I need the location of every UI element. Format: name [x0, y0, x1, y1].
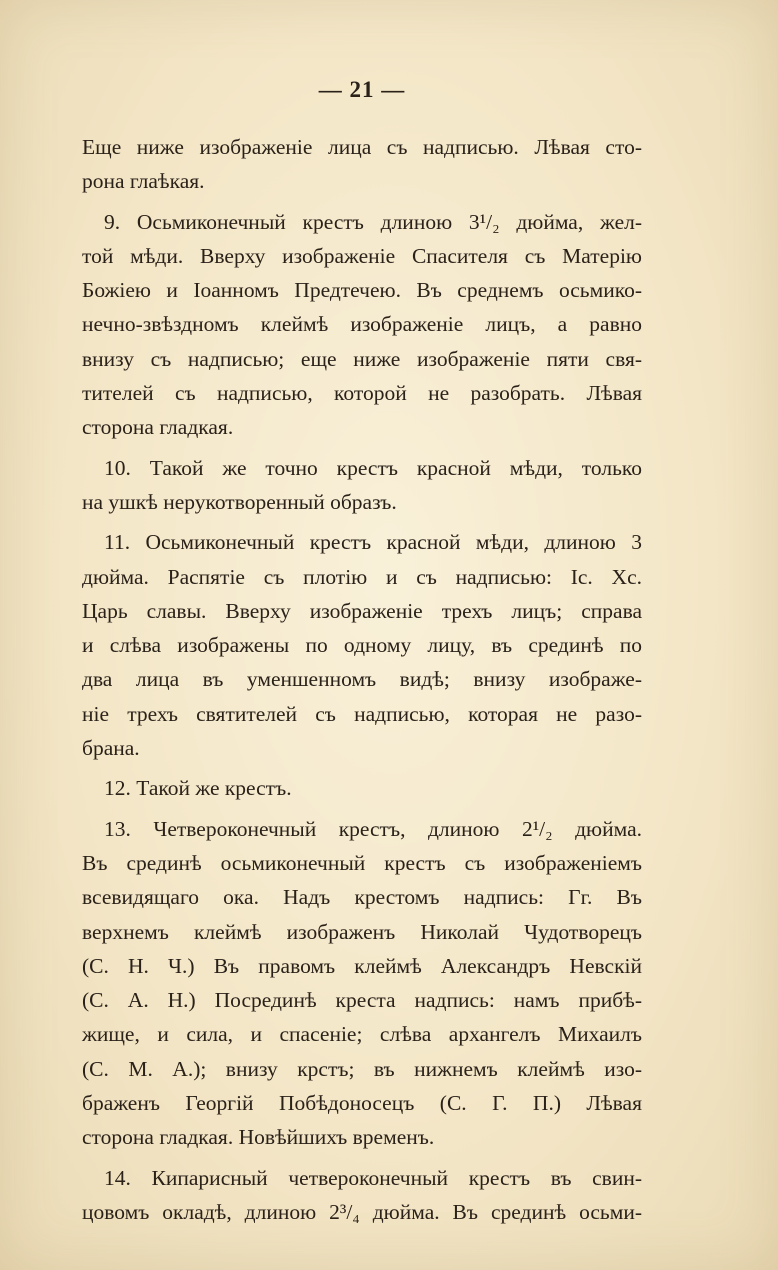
text-line: (С. М. А.); внизу крстъ; въ нижнемъ клеймѣ изо-	[82, 1056, 642, 1081]
page-text	[82, 70, 642, 1235]
text-line: 10. Такой же точно крестъ красной мѣди, только	[104, 455, 642, 480]
text-line: на ушкѣ нерукотворенный образъ.	[82, 489, 397, 514]
text-line: 11. Осьмиконечный крестъ красной мѣди, длиною 3	[104, 530, 642, 555]
paragraph-item-9	[82, 205, 642, 445]
paragraph-item-12	[82, 771, 642, 805]
paragraph-item-13	[82, 812, 642, 1155]
paragraph-item-14	[82, 1161, 642, 1230]
text-line: Божіею и Іоанномъ Предтечею. Въ среднемъ осьмико-	[82, 278, 642, 303]
text-line: два лица въ уменшенномъ видѣ; внизу изображе-	[82, 667, 642, 692]
text-line: той мѣди. Вверху изображеніе Спасителя съ Матерію	[82, 243, 642, 268]
text-line: Въ срединѣ осьмиконечный крестъ съ изображеніемъ	[82, 850, 642, 875]
paragraph-item-11	[82, 525, 642, 765]
page-number: — 21 —	[318, 77, 406, 102]
text-line: цовомъ окладѣ, длиною 2³/₄ дюйма. Въ срединѣ осьми-	[82, 1199, 642, 1224]
text-line: всевидящаго ока. Надъ крестомъ надпись: Гг. Въ	[82, 885, 642, 910]
text-line: 9. Осьмиконечный крестъ длиною 3¹/₂ дюйма, жел-	[104, 209, 642, 234]
text-line: браженъ Георгій Побѣдоносецъ (С. Г. П.) Лѣвая	[82, 1091, 642, 1116]
text-line: и слѣва изображены по одному лицу, въ срединѣ по	[82, 633, 642, 658]
paragraph-item-10	[82, 451, 642, 520]
text-line: жище, и сила, и спасеніе; слѣва архангелъ Михаилъ	[82, 1022, 642, 1047]
text-line: внизу съ надписью; еще ниже изображеніе пяти свя-	[82, 346, 642, 371]
text-line: тителей съ надписью, которой не разобрать. Лѣвая	[82, 381, 642, 406]
text-line: Еще ниже изображеніе лица съ надписью. Лѣвая сто-	[82, 135, 642, 159]
text-line: 14. Кипарисный четвероконечный крестъ въ свин-	[104, 1165, 642, 1190]
text-line: (С. А. Н.) Посрединѣ креста надпись: намъ прибѣ-	[82, 988, 642, 1013]
paragraph-intro	[82, 130, 642, 199]
text-line: Царь славы. Вверху изображеніе трехъ лицъ; справа	[82, 598, 642, 623]
text-line: брана.	[82, 736, 140, 761]
text-line: сторона гладкая.	[82, 415, 234, 440]
text-line: 12. Такой же крестъ.	[104, 776, 292, 801]
text-line: (С. Н. Ч.) Въ правомъ клеймѣ Александръ Невскій	[82, 953, 642, 978]
text-line: сторона гладкая. Новѣйшихъ временъ.	[82, 1125, 435, 1150]
text-line: дюйма. Распятіе съ плотію и съ надписью: Іс. Хс.	[82, 564, 642, 589]
text-line: ніе трехъ святителей съ надписью, которая не разо-	[82, 701, 642, 726]
text-line: 13. Четвероконечный крестъ, длиною 2¹/₂ дюйма.	[104, 816, 642, 841]
text-line: нечно-звѣздномъ клеймѣ изображеніе лицъ, а равно	[82, 312, 642, 337]
text-line: верхнемъ клеймѣ изображенъ Николай Чудотворецъ	[82, 919, 642, 944]
text-line: рона глаѣкая.	[82, 169, 205, 194]
